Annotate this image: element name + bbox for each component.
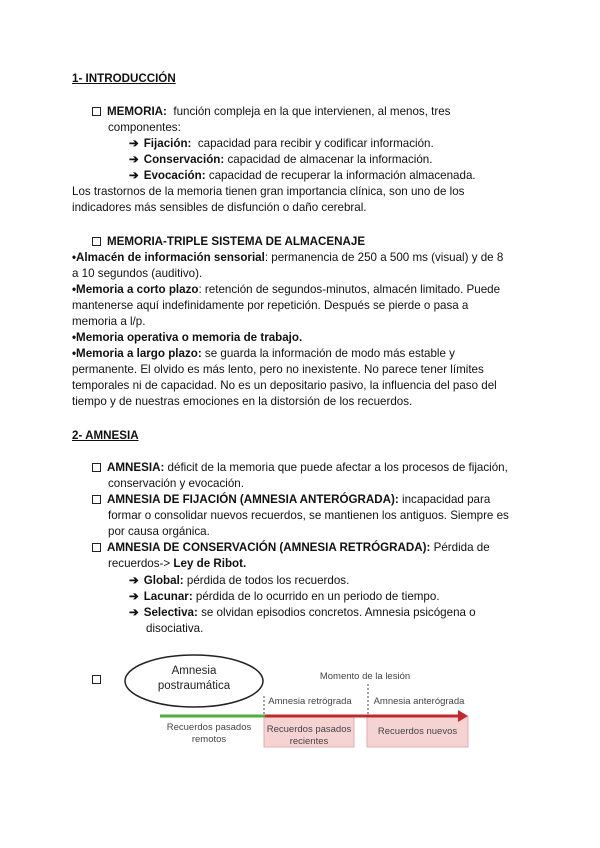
- type-selectiva: ➔ Selectiva: se olvidan episodios concretos. Amnesia psicógena o: [129, 606, 476, 619]
- component-fijacion: [129, 136, 434, 152]
- type-global: ➔ Global: pérdida de todos los recuerdos.: [129, 574, 350, 587]
- corto-line-1: •Memoria a corto plazo: retención de segundos-minutos, almacén limitado. Puede: [72, 283, 501, 296]
- component-evocacion: [129, 168, 476, 184]
- component-text: capacidad de recuperar la información almacenada.: [208, 169, 476, 182]
- component-label: Conservación:: [143, 153, 225, 166]
- corto-line-2: mantenerse aquí indefinidamente por repetición. Después se pierde o pasa a: [72, 299, 469, 312]
- component-text: capacidad para recibir y codificar información.: [197, 137, 434, 150]
- largo-label: •Memoria a largo plazo:: [72, 347, 202, 360]
- sensorial-line-2: a 10 segundos (auditivo).: [72, 267, 203, 280]
- ellipse-label: Amnesia postraumática: [157, 665, 231, 692]
- component-text: capacidad de almacenar la información.: [227, 153, 433, 166]
- amnesia-line-2: conservación y evocación.: [108, 477, 244, 490]
- arrow-right-icon: ➔: [129, 606, 139, 619]
- largo-line-1: •Memoria a largo plazo: se guarda la información de modo más estable y: [72, 347, 455, 360]
- conservacion-line-2: recuerdos-> Ley de Ribot.: [108, 557, 247, 570]
- largo-line-4: tiempo y de nuestras emociones en la distorsión de los recuerdos.: [72, 395, 413, 408]
- triple-title: MEMORIA-TRIPLE SISTEMA DE ALMACENAJE: [92, 234, 365, 250]
- corto-line-3: memoria a l/p.: [72, 315, 146, 328]
- operativa-line: •Memoria operativa o memoria de trabajo.: [72, 331, 303, 344]
- ley-ribot: Ley de Ribot.: [173, 557, 247, 570]
- arrow-right-icon: ➔: [129, 590, 139, 603]
- fijacion-label: AMNESIA DE FIJACIÓN (AMNESIA ANTERÓGRADA):: [107, 493, 399, 506]
- memoria-item: [92, 104, 526, 120]
- nuevos-label: Recuerdos nuevos: [377, 726, 458, 737]
- component-label: Evocación:: [143, 169, 206, 182]
- conservacion-line-1: AMNESIA DE CONSERVACIÓN (AMNESIA RETRÓGRADA): Pérdida de: [92, 540, 490, 556]
- memoria-label: MEMORIA:: [107, 105, 167, 118]
- memoria-text-2: componentes:: [108, 121, 181, 134]
- checkbox-icon: [92, 543, 101, 552]
- anterograda-label: Amnesia anterógrada: [373, 696, 465, 707]
- fijacion-line-2: formar o consolidar nuevos recuerdos, se mantienen los antiguos. Siempre es: [108, 509, 509, 522]
- remotos-label: Recuerdos pasados remotos: [166, 722, 252, 745]
- momento-label: Momento de la lesión: [319, 671, 411, 682]
- fijacion-line-3: por causa orgánica.: [108, 525, 210, 538]
- largo-line-3: temporales ni de capacidad. No es un depositario pasivo, la influencia del paso del: [72, 379, 497, 392]
- section-2-title: 2- AMNESIA: [72, 429, 139, 442]
- amnesia-line-1: AMNESIA: déficit de la memoria que puede afectar a los procesos de fijación,: [92, 460, 508, 476]
- checkbox-icon: [92, 107, 101, 116]
- type-lacunar: ➔ Lacunar: pérdida de lo ocurrido en un periodo de tiempo.: [129, 590, 440, 603]
- arrow-right-icon: ➔: [129, 169, 139, 182]
- recientes-label: Recuerdos pasados recientes: [266, 724, 352, 747]
- intro-paragraph-1: Los trastornos de la memoria tienen gran importancia clínica, son uno de los: [72, 185, 465, 198]
- checkbox-icon: [92, 495, 101, 504]
- checkbox-icon: [92, 463, 101, 472]
- arrow-right-icon: ➔: [129, 137, 139, 150]
- memoria-text-1: función compleja en la que intervienen, al menos, tres: [173, 105, 451, 118]
- component-label: Fijación:: [143, 137, 192, 150]
- largo-line-2: permanente. El olvido es más lento, pero no inexistente. No parece tener límites: [72, 363, 484, 376]
- sensorial-line-1: •Almacén de información sensorial: permanencia de 250 a 500 ms (visual) y de 8: [72, 251, 504, 264]
- corto-label: •Memoria a corto plazo: [72, 283, 199, 296]
- component-conservacion: [129, 152, 432, 168]
- conservacion-label: AMNESIA DE CONSERVACIÓN (AMNESIA RETRÓGRADA):: [107, 541, 431, 554]
- arrow-right-icon: ➔: [129, 574, 139, 587]
- retrograda-label: Amnesia retrógrada: [268, 696, 352, 707]
- fijacion-line-1: AMNESIA DE FIJACIÓN (AMNESIA ANTERÓGRADA): incapacidad para: [92, 492, 490, 508]
- amnesia-label: AMNESIA:: [107, 461, 165, 474]
- checkbox-icon: [92, 237, 101, 246]
- section-1-title: 1- INTRODUCCIÓN: [72, 72, 176, 85]
- selectiva-line-2: disociativa.: [146, 622, 204, 635]
- arrow-right-icon: ➔: [129, 153, 139, 166]
- sensorial-label: •Almacén de información sensorial: [72, 251, 265, 264]
- intro-paragraph-2: indicadores más sensibles de disfunción o daño cerebral.: [72, 201, 367, 214]
